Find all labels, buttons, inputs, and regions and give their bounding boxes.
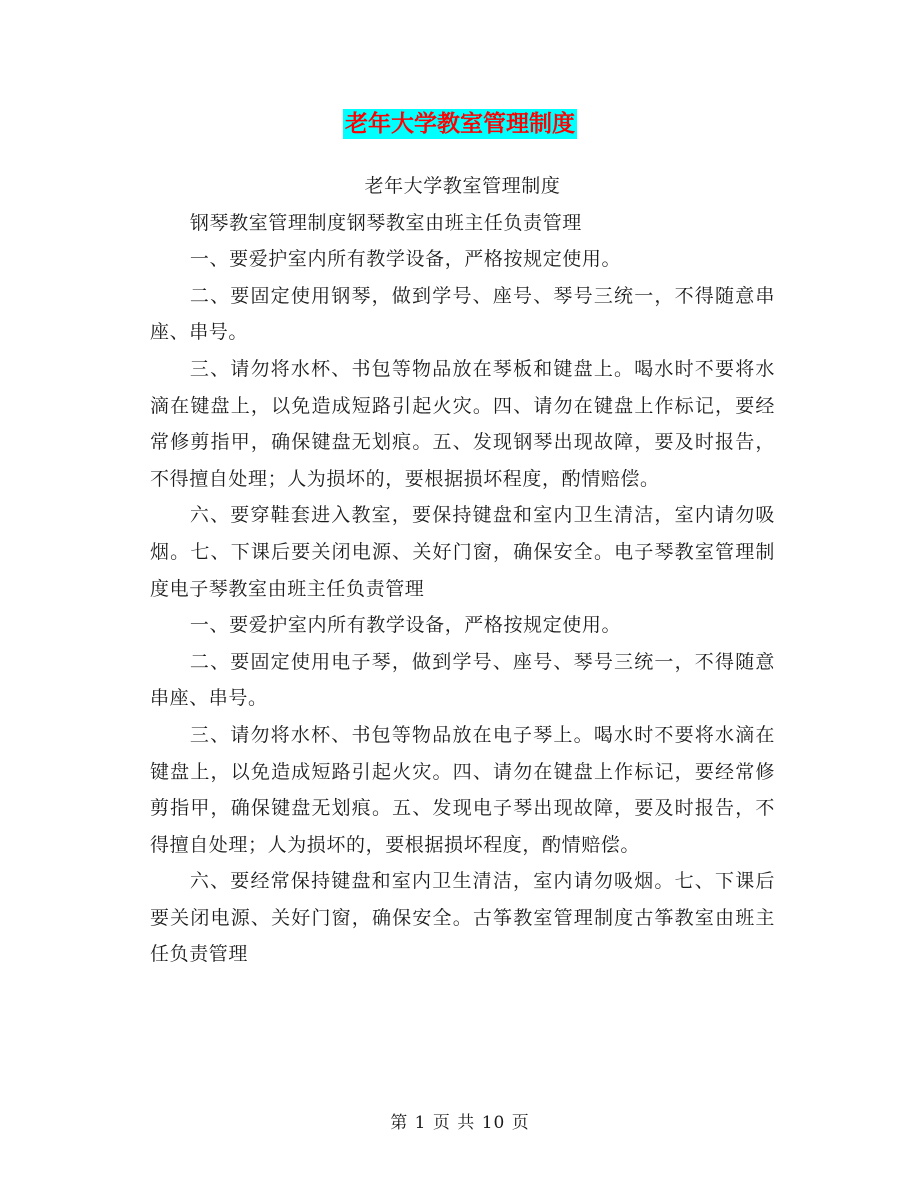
paragraph: 一、要爱护室内所有教学设备，严格按规定使用。 (189, 248, 622, 271)
paragraph: 二、要固定使用电子琴，做到学号、座号、琴号三统一，不得随意串座、串号。 (150, 650, 775, 710)
document-subtitle: 老年大学教室管理制度 (364, 175, 561, 197)
paragraph: 三、请勿将水杯、书包等物品放在琴板和键盘上。喝水时不要将水滴在键盘上，以免造成短路引起火灾。四、请勿在键盘上作标记，要经常修剪指甲，确保键盘无划痕。五、发现钢琴出现故障，要及时报告，不得擅自处理；人为损坏的，要根据损坏程度，酌情赔偿。 (150, 357, 775, 490)
page-number: 第 1 页 共 10 页 (390, 1113, 530, 1133)
document-title (0, 106, 920, 144)
document-title-text: 老年大学教室管理制度 (345, 111, 575, 137)
page-footer (0, 1108, 920, 1138)
paragraph: 六、要穿鞋套进入教室，要保持键盘和室内卫生清洁，室内请勿吸烟。七、下课后要关闭电源、关好门窗，确保安全。电子琴教室管理制度电子琴教室由班主任负责管理 (150, 504, 775, 600)
document-body (150, 168, 775, 973)
paragraph: 钢琴教室管理制度钢琴教室由班主任负责管理 (189, 211, 582, 234)
paragraph: 二、要固定使用钢琴，做到学号、座号、琴号三统一，不得随意串座、串号。 (150, 284, 775, 344)
paragraph: 三、请勿将水杯、书包等物品放在电子琴上。喝水时不要将水滴在键盘上，以免造成短路引起火灾。四、请勿在键盘上作标记，要经常修剪指甲，确保键盘无划痕。五、发现电子琴出现故障，要及时报告，不得擅自处理；人为损坏的，要根据损坏程度，酌情赔偿。 (150, 723, 775, 856)
paragraph: 六、要经常保持键盘和室内卫生清洁，室内请勿吸烟。七、下课后要关闭电源、关好门窗，确保安全。古筝教室管理制度古筝教室由班主任负责管理 (150, 870, 775, 966)
paragraph: 一、要爱护室内所有教学设备，严格按规定使用。 (189, 614, 622, 637)
